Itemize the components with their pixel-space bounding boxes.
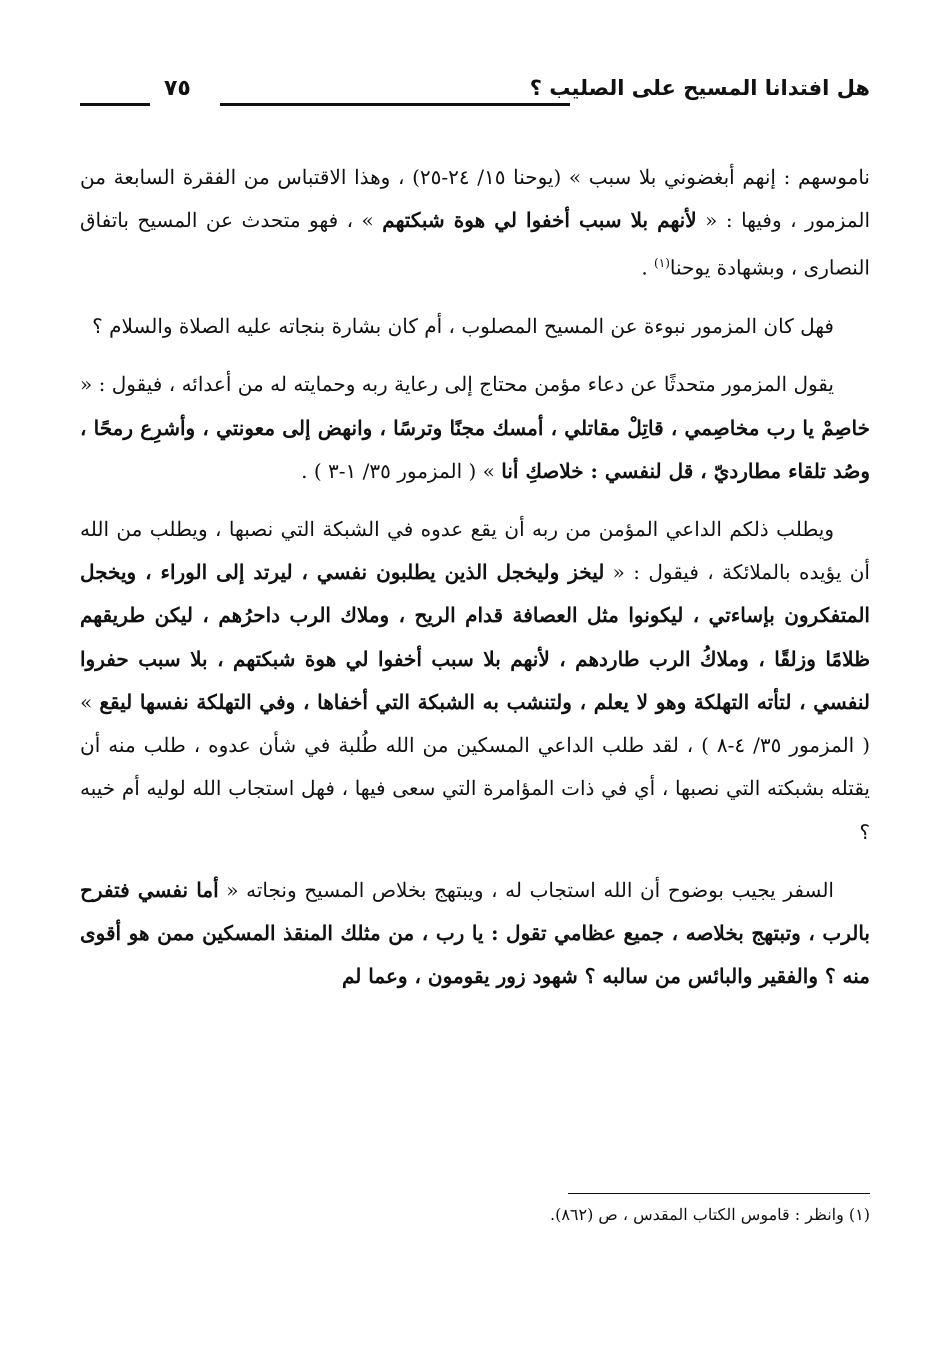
body-text-segment: . — [641, 256, 655, 281]
body-text-segment: السفر يجيب بوضوح أن الله استجاب له ، ويبتهج بخلاص المسيح ونجاته « — [218, 877, 834, 902]
page-number: ٧٥ — [164, 76, 191, 101]
body-text-segment: » ( المزمور ٣٥/ ٤-٨ ) ، لقد طلب الداعي المسكين من الله طُلبة في شأن عدوه ، طلب منه أن يقتله بشبكته التي نصبها ، أي في ذات المؤامرة التي سعى فيها ، فهل استجاب الله لوليه أم خيبه ؟ — [80, 689, 870, 844]
footnote-marker: (١) — [654, 256, 670, 271]
running-head-rule — [220, 103, 570, 106]
running-head-title: هل افتدانا المسيح على الصليب ؟ — [529, 76, 870, 100]
footnote: (١) وانظر : قاموس الكتاب المقدس ، ص (٨٦٢). — [549, 1205, 870, 1224]
quote-text: خاصِمْ يا رب مخاصِمي ، قاتِلْ مقاتلي ، أمسك مجنًا وترسًا ، وانهض إلى معونتي ، وأشرِع رمحًا ، وصُد تلقاء مطارديّ ، قل لنفسي : خلاصكِ أنا — [80, 415, 870, 483]
running-head — [80, 72, 870, 112]
body-text-segment: » ( المزمور ٣٥/ ١-٣ ) . — [301, 458, 502, 483]
body-text-segment: » ، فهو متحدث عن المسيح باتفاق النصارى ، وبشهادة يوحنا — [80, 208, 870, 281]
body-text-segment: يقول المزمور متحدثًا عن دعاء مؤمن محتاج إلى رعاية ربه وحمايته له من أعدائه ، فيقول : « — [80, 372, 834, 397]
paragraph — [80, 156, 870, 290]
quote-text: أما نفسي فتفرح بالرب ، وتبتهج بخلاصه ، جميع عظامي تقول : يا رب ، من مثلك المنقذ المسكين ممن هو أقوى منه ؟ والفقير والبائس من سالبه ؟ شهود زور يقومون ، وعما لم — [80, 877, 870, 989]
paragraph — [80, 363, 870, 493]
body-text — [80, 156, 870, 1013]
paragraph — [80, 508, 870, 854]
paragraph — [80, 869, 870, 999]
paragraph — [80, 305, 870, 348]
footnote-separator — [568, 1193, 870, 1194]
quote-text: لأنهم بلا سبب أخفوا لي هوة شبكتهم — [382, 208, 697, 233]
body-text-segment: ويطلب ذلكم الداعي المؤمن من ربه أن يقع عدوه في الشبكة التي نصبها ، ويطلب من الله أن يؤيده بالملائكة ، فيقول : « — [80, 517, 870, 585]
body-text-segment: فهل كان المزمور نبوءة عن المسيح المصلوب ، أم كان بشارة بنجاته عليه الصلاة والسلام ؟ — [92, 314, 834, 339]
running-head-rule-left — [80, 103, 150, 106]
quote-text: ليخز وليخجل الذين يطلبون نفسي ، ليرتد إلى الوراء ، ويخجل المتفكرون بإساءتي ، ليكونوا مثل العصافة قدام الريح ، وملاك الرب داحرُهم ، ليكن طريقهم ظلامًا وزلقًا ، وملاكُ الرب طاردهم ، لأنهم بلا سبب أخفوا لي هوة شبكتهم ، بلا سبب حفروا لنفسي ، لتأته التهلكة وهو لا يعلم ، ولتنشب به الشبكة التي أخفاها ، وفي التهلكة نفسها ليقع — [80, 560, 871, 714]
body-text-segment: ناموسهم : إنهم أبغضوني بلا سبب » (يوحنا ١٥/ ٢٤-٢٥) ، وهذا الاقتباس من الفقرة السابعة من المزمور ، وفيها : « — [80, 165, 870, 233]
book-page — [80, 60, 870, 1340]
